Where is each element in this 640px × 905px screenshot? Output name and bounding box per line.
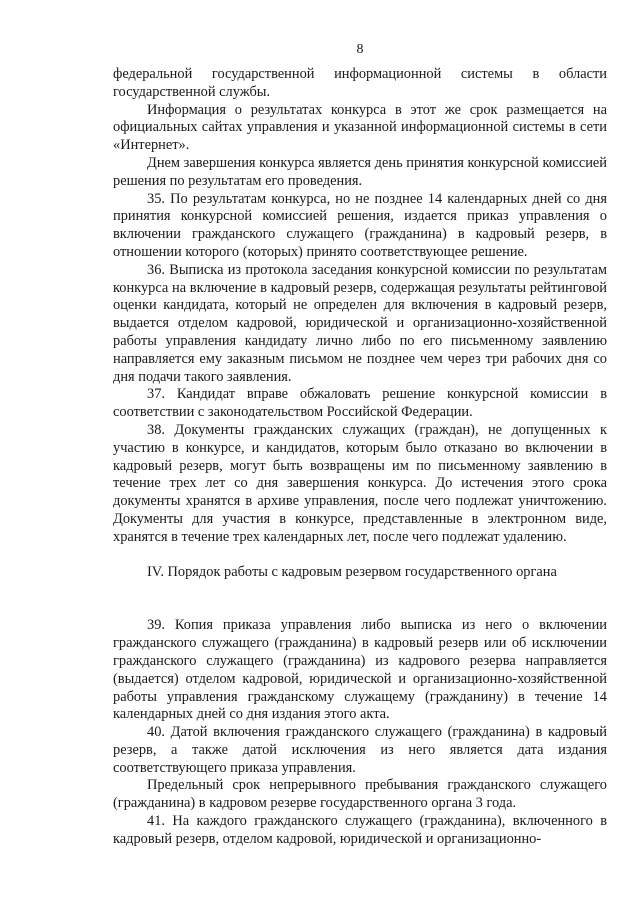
paragraph-40: 40. Датой включения гражданского служащего (гражданина) в кадровый резерв, а также датой исключения из него является дата издания соответствующего приказа управления. <box>113 724 607 776</box>
paragraph-continuation: федеральной государственной информационной системы в области государственной службы. <box>113 66 607 100</box>
paragraph-reserve-term: Предельный срок непрерывного пребывания гражданского служащего (гражданина) в кадровом резерве государственного органа 3 года. <box>113 777 607 812</box>
document-body <box>113 66 607 849</box>
paragraph-36: 36. Выписка из протокола заседания конкурсной комиссии по результатам конкурса на включение в кадровый резерв, содержащая результаты рейтинговой оценки кандидата, который не определен для включения в кадровый резерв, выдается отделом кадровой, юридической и организационно-хозяйственной работы управления кандидату лично либо по его письменному заявлению направляется ему заказным письмом не позднее чем через три рабочих дня со дня подачи такого заявления. <box>113 261 607 385</box>
paragraph-publication-info: Информация о результатах конкурса в этот же срок размещается на официальных сайтах управления и указанной информационной системы в сети «Интернет». <box>113 101 607 154</box>
paragraph-35: 35. По результатам конкурса, но не позднее 14 календарных дней со дня принятия конкурсной комиссией решения, издается приказ управления о включении гражданского служащего (гражданина) в кадровый резерв, в отношении которого (которых) принято соответствующее решение. <box>113 190 607 260</box>
paragraph-completion-day: Днем завершения конкурса является день принятия конкурсной комиссией решения по результатам его проведения. <box>113 154 607 189</box>
section-heading: IV. Порядок работы с кадровым резервом государственного органа <box>147 563 557 580</box>
paragraph-39: 39. Копия приказа управления либо выписка из него о включении гражданского служащего (гражданина) в кадровый резерв или об исключении гражданского служащего (гражданина) из кадрового резерва направляется (выдается) отделом кадровой, юридической и организационно-хозяйственной работы управления гражданскому служащему (гражданину) в течение 14 календарных дней со дня издания этого акта. <box>113 617 607 723</box>
paragraph-38: 38. Документы гражданских служащих (граждан), не допущенных к участию в конкурсе, и кандидатов, которым было отказано во включении в кадровый резерв, могут быть возвращены им по письменному заявлению в течение трех лет со дня завершения конкурса. До истечения этого срока документы хранятся в архиве управления, после чего подлежат уничтожению. Документы для участия в конкурсе, представленные в электронном виде, хранятся в течение трех календарных лет, после чего подлежат удалению. <box>113 421 607 545</box>
page-number: 8 <box>356 42 364 57</box>
paragraph-37: 37. Кандидат вправе обжаловать решение конкурсной комиссии в соответствии с законодательством Российской Федерации. <box>113 386 607 421</box>
paragraph-41: 41. На каждого гражданского служащего (гражданина), включенного в кадровый резерв, отделом кадровой, юридической и организационно- <box>113 813 607 847</box>
